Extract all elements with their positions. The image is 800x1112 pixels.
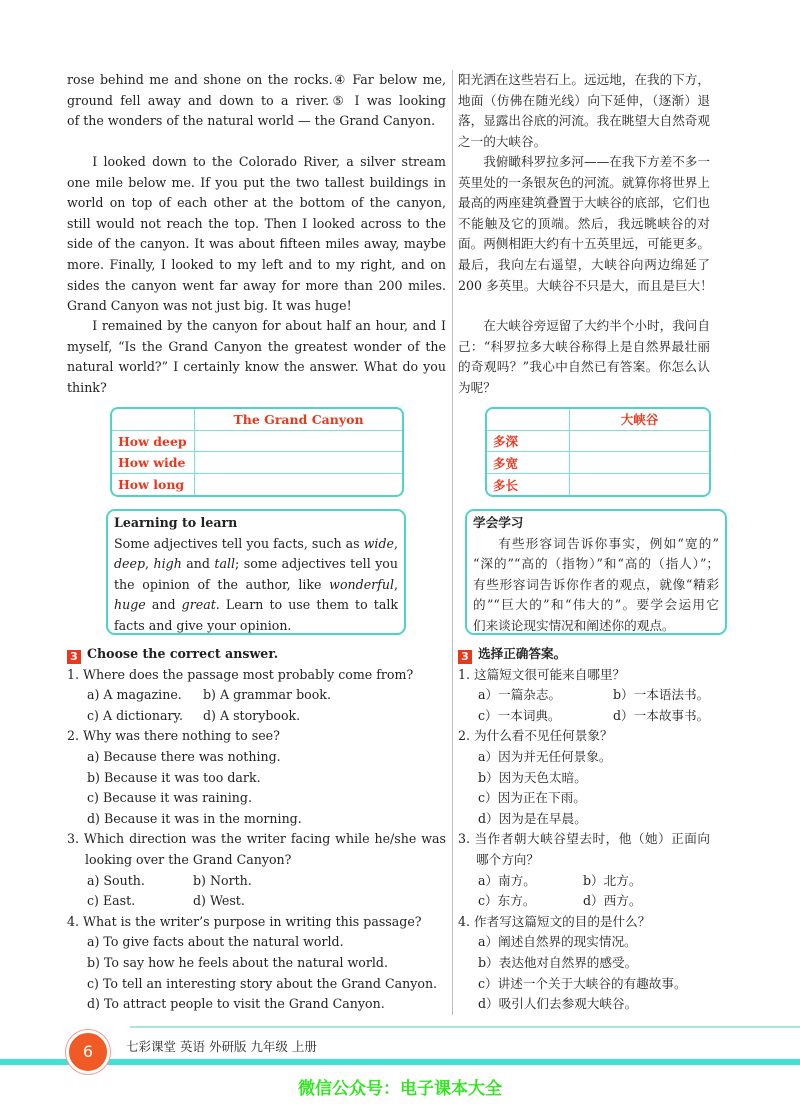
text-line: I looked down to the Colorado River, a silver stream bbox=[92, 154, 446, 169]
text-segment: facts and give your opinion. bbox=[114, 617, 292, 633]
text-line: more. Finally, I looked to my left and to my right, and on bbox=[67, 256, 446, 272]
answer-option[interactable]: c) Because it was raining. bbox=[87, 790, 252, 806]
section-title: 选择正确答案。 bbox=[478, 646, 567, 661]
answer-option[interactable]: a) A magazine. bbox=[87, 687, 182, 703]
option-row bbox=[458, 891, 710, 912]
text-line: 不能触及它的顶端。然后，我远眺峡谷的对 bbox=[458, 215, 710, 231]
english-para-3 bbox=[67, 316, 446, 398]
answer-option[interactable]: b）北方。 bbox=[583, 872, 642, 888]
answer-option[interactable]: d）西方。 bbox=[583, 893, 642, 909]
watermark: 微信公众号：电子课本大全 bbox=[298, 1079, 502, 1099]
text-line: 英里处的一条银灰色的河流。就算你将世界上 bbox=[458, 174, 710, 190]
section-heading bbox=[67, 644, 446, 665]
answer-option[interactable]: b）因为天色太暗。 bbox=[478, 769, 587, 785]
option-row bbox=[67, 685, 446, 706]
answer-option[interactable]: c) A dictionary. bbox=[87, 707, 183, 723]
table-row-label: How wide bbox=[112, 452, 195, 474]
table-row-label: 多深 bbox=[487, 430, 570, 452]
answer-option[interactable]: d）一本故事书。 bbox=[613, 707, 710, 723]
section-number-badge: 3 bbox=[458, 650, 472, 664]
answer-option[interactable]: b）一本语法书。 bbox=[613, 687, 710, 703]
english-grand-canyon-table bbox=[110, 407, 404, 497]
footer-rule bbox=[130, 1026, 800, 1028]
text-line: world on top of each other at the bottom of the canyon, bbox=[67, 195, 446, 211]
section-number-badge: 3 bbox=[67, 650, 81, 664]
text-segment: , bbox=[393, 576, 398, 592]
answer-option[interactable]: d) A storybook. bbox=[203, 707, 301, 723]
learning-title: 学会学习 bbox=[473, 515, 524, 530]
text-line: 最后，我向左右遥望，大峡谷向两边绵延了 bbox=[458, 256, 710, 272]
english-para-2 bbox=[67, 152, 446, 317]
text-line: 地面（仿佛在随光线）向下延伸，（逐渐）退 bbox=[458, 92, 710, 108]
answer-option[interactable]: a）南方。 bbox=[478, 872, 536, 888]
text-line: 之一的大峡谷。 bbox=[458, 133, 547, 149]
text-line: 在大峡谷旁逗留了大约半个小时，我问自 bbox=[483, 318, 710, 333]
table-cell-blank[interactable] bbox=[195, 452, 403, 474]
answer-option[interactable]: d) West. bbox=[193, 893, 245, 909]
italic-word: high bbox=[153, 556, 182, 572]
text-line: natural world?” I certainly know the answer. What do you bbox=[67, 359, 446, 375]
answer-option[interactable]: b）表达他对自然界的感受。 bbox=[478, 954, 638, 970]
table-row-label: 多宽 bbox=[487, 452, 570, 474]
answer-option[interactable]: b) Because it was too dark. bbox=[87, 769, 261, 785]
italic-word: huge bbox=[114, 597, 146, 613]
text-line: 们来谈论现实情况和阐述你的观点。 bbox=[473, 617, 675, 633]
text-line: of the wonders of the natural world — the Grand Canyon. bbox=[67, 113, 436, 129]
question-text: 4. 作者写这篇短文的目的是什么？ bbox=[458, 913, 651, 929]
text-line: side of the canyon. It was about fifteen miles away, maybe bbox=[67, 236, 446, 252]
text-line: ground fell away and down to a river.⑤ I was looking bbox=[67, 92, 446, 108]
english-para-1 bbox=[67, 70, 446, 132]
answer-option[interactable]: a) South. bbox=[87, 872, 145, 888]
text-line bbox=[114, 575, 398, 596]
text-line: one mile below me. If you put the two tallest buildings in bbox=[67, 174, 446, 190]
question-text: 2. Why was there nothing to see? bbox=[67, 728, 280, 744]
text-line bbox=[114, 534, 398, 555]
english-exercise bbox=[67, 644, 446, 1015]
table-header: The Grand Canyon bbox=[195, 409, 403, 430]
text-segment: the opinion of the author, like bbox=[114, 576, 330, 592]
text-line: still would not reach the top. Then I looked across to the bbox=[67, 215, 446, 231]
text-line: myself, “Is the Grand Canyon the greatest wonder of the bbox=[67, 338, 446, 354]
text-line: sides the canyon went far away for more than 200 miles. bbox=[67, 277, 446, 293]
answer-option[interactable]: c）一本词典。 bbox=[478, 707, 561, 723]
chinese-grand-canyon-table bbox=[485, 407, 711, 497]
answer-option[interactable]: a) To give facts about the natural world. bbox=[87, 934, 344, 950]
page-number: 6 bbox=[66, 1030, 110, 1074]
text-line bbox=[114, 595, 398, 616]
italic-word: great bbox=[181, 597, 216, 613]
text-line: 有些形容词告诉你事实，例如“宽的” bbox=[498, 535, 719, 551]
footer-bar bbox=[0, 1059, 800, 1065]
question-text: 1. 这篇短文很可能来自哪里？ bbox=[458, 666, 626, 682]
answer-option[interactable]: a) Because there was nothing. bbox=[87, 748, 281, 764]
table-row-label: 多长 bbox=[487, 474, 570, 495]
text-line: “深的”“高的（指物）”和“高的（指人）”； bbox=[473, 556, 719, 572]
text-line: think? bbox=[67, 379, 107, 395]
answer-option[interactable]: c）因为正在下雨。 bbox=[478, 790, 586, 806]
text-line: 己：“科罗拉多大峡谷称得上是自然界最壮丽 bbox=[458, 338, 710, 354]
answer-option[interactable]: c) East. bbox=[87, 893, 136, 909]
table-cell-blank[interactable] bbox=[195, 474, 403, 495]
italic-word: wonderful bbox=[329, 576, 394, 592]
question-text: 3. Which direction was the writer facing while he/she was bbox=[67, 831, 446, 847]
text-line: 200 多英里。大峡谷不只是大，而且是巨大！ bbox=[458, 277, 713, 293]
option-row bbox=[67, 706, 446, 727]
text-line: 有些形容词告诉你作者的观点，就像“精彩 bbox=[473, 576, 719, 592]
italic-word: wide bbox=[363, 535, 394, 551]
text-segment: . Learn to use them to talk bbox=[215, 597, 398, 613]
text-segment: Some adjectives tell you facts, such as bbox=[114, 535, 364, 551]
question-text: 1. Where does the passage most probably come from? bbox=[67, 666, 414, 682]
text-line: 最高的两座建筑叠置于大峡谷的底部，它们也 bbox=[458, 195, 710, 211]
table-cell-blank[interactable] bbox=[570, 452, 710, 474]
answer-option[interactable]: d）因为是在早晨。 bbox=[478, 810, 587, 826]
text-segment: , bbox=[393, 535, 398, 551]
option-row bbox=[67, 891, 446, 912]
text-line: rose behind me and shone on the rocks.④ Far below me, bbox=[67, 72, 446, 87]
english-learning-box bbox=[106, 509, 406, 635]
text-line: 的奇观吗？”我心中自然已有答案。你怎么认 bbox=[458, 359, 710, 375]
column-divider bbox=[452, 70, 453, 1015]
question-text: 3. 当作者朝大峡谷望去时，他（她）正面向 bbox=[458, 831, 710, 847]
table-row-label: How deep bbox=[112, 430, 195, 452]
italic-word: tall bbox=[214, 556, 236, 572]
table-cell-blank[interactable] bbox=[570, 430, 710, 452]
chinese-exercise bbox=[458, 644, 710, 1015]
answer-option[interactable]: d) To attract people to visit the Grand Canyon. bbox=[87, 996, 385, 1012]
text-segment: and bbox=[181, 556, 215, 572]
answer-option[interactable]: c) To tell an interesting story about the Grand Canyon. bbox=[87, 975, 438, 991]
question-text: 2. 为什么看不见任何景象？ bbox=[458, 728, 613, 744]
book-title: 七彩课堂 英语 外研版 九年级 上册 bbox=[126, 1039, 317, 1054]
learning-title: Learning to learn bbox=[114, 515, 238, 530]
text-line: I remained by the canyon for about half an hour, and I bbox=[92, 318, 446, 333]
table-cell-blank[interactable] bbox=[570, 474, 710, 495]
text-segment: and bbox=[145, 597, 182, 613]
italic-word: deep bbox=[114, 556, 146, 572]
text-line: 阳光洒在这些岩石上。远远地，在我的下方， bbox=[458, 72, 710, 87]
answer-option[interactable]: d) Because it was in the morning. bbox=[87, 810, 302, 826]
answer-option[interactable]: b) A grammar book. bbox=[203, 687, 331, 703]
option-row bbox=[458, 871, 710, 892]
section-title: Choose the correct answer. bbox=[87, 646, 279, 661]
chinese-learning-box bbox=[465, 509, 727, 635]
option-row bbox=[67, 871, 446, 892]
text-segment: ; some adjectives tell you bbox=[235, 556, 398, 572]
text-line: Grand Canyon was not just big. It was huge! bbox=[67, 298, 352, 314]
answer-option[interactable]: c）东方。 bbox=[478, 893, 536, 909]
chinese-para-1 bbox=[458, 70, 710, 152]
table-row-label: How long bbox=[112, 474, 195, 495]
table-header: 大峡谷 bbox=[570, 409, 710, 430]
text-line bbox=[114, 616, 398, 637]
section-heading bbox=[458, 644, 710, 665]
question-text: 4. What is the writer’s purpose in writing this passage? bbox=[67, 913, 422, 929]
answer-option[interactable]: d）吸引人们去参观大峡谷。 bbox=[478, 996, 638, 1012]
answer-option[interactable]: a）阐述自然界的现实情况。 bbox=[478, 934, 637, 950]
text-line: 为呢？ bbox=[458, 379, 496, 395]
text-segment: , bbox=[145, 556, 154, 572]
answer-option[interactable]: b) To say how he feels about the natural world. bbox=[87, 954, 388, 970]
option-row bbox=[458, 706, 710, 727]
answer-option[interactable]: a）一篇杂志。 bbox=[478, 687, 562, 703]
option-row bbox=[458, 685, 710, 706]
text-line: 面。两侧相距大约有十五英里远，可能更多。 bbox=[458, 236, 710, 252]
chinese-para-3 bbox=[458, 316, 710, 398]
table-cell-blank[interactable] bbox=[195, 430, 403, 452]
text-line bbox=[114, 554, 398, 575]
answer-option[interactable]: a）因为并无任何景象。 bbox=[478, 748, 612, 764]
question-text: 哪个方向？ bbox=[476, 851, 539, 867]
answer-option[interactable]: b) North. bbox=[193, 872, 252, 888]
text-line: 落，显露出谷底的河流。我在眺望大自然奇观 bbox=[458, 113, 710, 129]
chinese-para-2 bbox=[458, 152, 713, 296]
text-line: 的”“巨大的”和“伟大的”。要学会运用它 bbox=[473, 597, 719, 613]
question-text: looking over the Grand Canyon? bbox=[85, 851, 292, 867]
answer-option[interactable]: c）讲述一个关于大峡谷的有趣故事。 bbox=[478, 975, 687, 991]
text-line: 我俯瞰科罗拉多河——在我下方差不多一 bbox=[483, 154, 710, 169]
